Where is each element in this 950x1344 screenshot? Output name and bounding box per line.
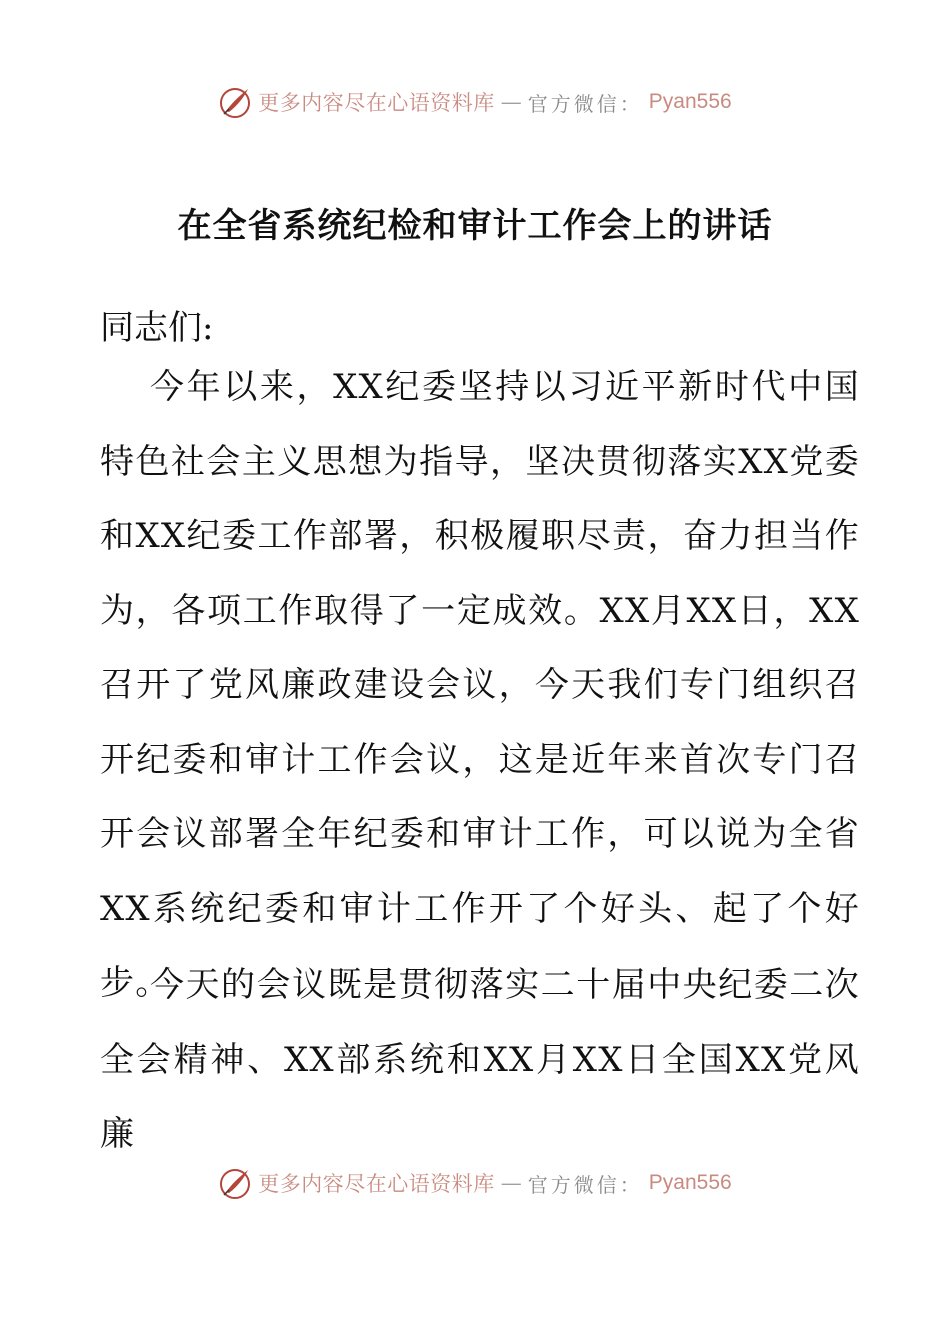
paragraph-1: 今年以来，XX纪委坚持以习近平新时代中国特色社会主义思想为指导，坚决贯彻落实XX党委和XX纪委工作部署，积极履职尽责，奋力担当作为，各项工作取得了一定成效。XX月XX日，XX召开了党风廉政建设会议，今天我们专门组织召开纪委和审计工作会议，这是近年来首次专门召开会议部署全年纪委和审计工作，可以说为全省XX系统纪委和审计工作开了个好头、起了个好步。 [100,367,860,1003]
watermark-separator: — [500,1171,522,1195]
quill-logo-icon [218,1166,252,1200]
watermark-wechat-label: 官方微信： [527,91,643,116]
quill-logo-icon [218,85,252,119]
watermark-banner-bottom [0,1163,950,1203]
watermark-separator: — [500,90,522,114]
watermark-text: 更多内容尽在心语资料库 [258,1172,495,1196]
paragraph-2: 今天的会议既是贯彻落实二十届中央纪委二次全会精神、XX部系统和XX月XX日全国XX党风廉 [100,965,860,1154]
document-title: 在全省系统纪检和审计工作会上的讲话 [177,206,773,246]
watermark-banner-top [0,82,950,122]
watermark-wechat-id: Pyan556 [648,90,732,113]
watermark-wechat-id: Pyan556 [648,1171,732,1194]
salutation: 同志们: [100,308,214,348]
watermark-text: 更多内容尽在心语资料库 [258,91,495,115]
watermark-wechat-label: 官方微信： [527,1172,643,1197]
